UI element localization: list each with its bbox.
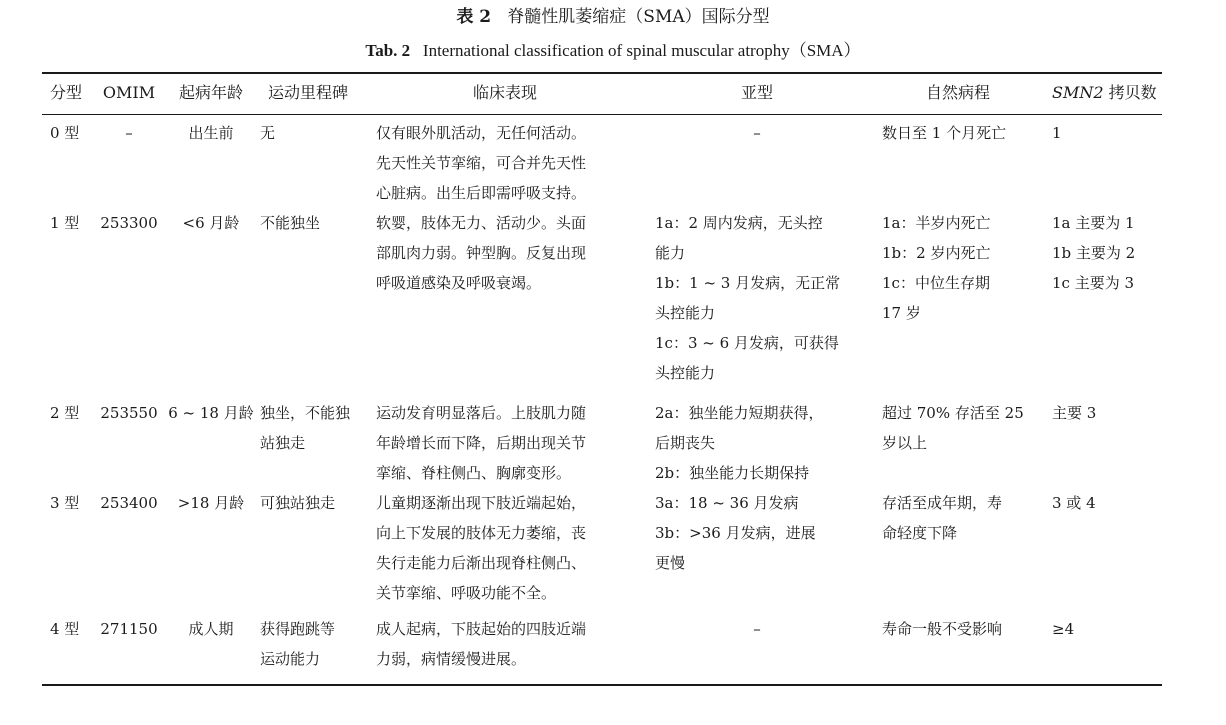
cell-milestone-line: 独坐，不能独: [260, 404, 351, 422]
cell-course: [882, 488, 1002, 548]
header-course: 自然病程: [925, 83, 990, 102]
cell-onset: 成人期: [188, 620, 234, 638]
cell-omim: 253400: [100, 494, 158, 512]
cell-milestone-line: 运动能力: [260, 650, 321, 668]
table-header-rule: [42, 114, 1162, 115]
cell-subtype: [655, 398, 824, 488]
cell-omim: 253550: [100, 404, 158, 422]
header-milestone: 运动里程碑: [268, 83, 349, 102]
cell-course-line: 存活至成年期，寿: [882, 494, 1003, 512]
header-clinical: 临床表现: [472, 83, 537, 102]
cell-onset: <6 月龄: [182, 214, 240, 232]
cell-subtype-line: 能力: [655, 244, 686, 262]
cell-clinical: [376, 118, 586, 208]
cell-subtype-line: 头控能力: [655, 304, 716, 322]
cell-clinical: [376, 614, 586, 674]
cell-type: 1 型: [50, 214, 80, 232]
caption-text-cn: 脊髓性肌萎缩症（SMA）国际分型: [507, 7, 770, 27]
cell-clinical-line: 部肌肉力弱。钟型胸。反复出现: [376, 244, 587, 262]
cell-milestone-line: 不能独坐: [260, 214, 321, 232]
cell-course: [882, 614, 1002, 644]
cell-clinical-line: 挛缩、脊柱侧凸、胸廓变形。: [376, 464, 572, 482]
header-omim: OMIM: [102, 83, 156, 102]
cell-course: [882, 398, 1024, 458]
cell-subtype-line: –: [753, 620, 761, 638]
cell-type: 2 型: [50, 404, 80, 422]
cell-type: 4 型: [50, 620, 80, 638]
header-smn2: SMN2: [1052, 83, 1104, 102]
cell-milestone-line: 无: [260, 124, 276, 142]
table-bottom-rule: [42, 684, 1162, 686]
cell-subtype: [654, 614, 860, 644]
cell-onset: 6 ~ 18 月龄: [168, 404, 254, 422]
caption-text-en: International classification of spinal muscular atrophy（SMA）: [422, 41, 861, 60]
table-caption-cn: [0, 6, 1226, 28]
cell-copies-line: 主要 3: [1052, 404, 1097, 422]
cell-course-line: 命轻度下降: [882, 524, 958, 542]
cell-milestone: [260, 398, 350, 458]
cell-omim: –: [125, 124, 133, 142]
cell-subtype-line: 1a：2 周内发病，无头控: [655, 214, 823, 232]
cell-onset: >18 月龄: [177, 494, 245, 512]
cell-clinical-line: 失行走能力后渐出现脊柱侧凸、: [376, 554, 587, 572]
cell-clinical-line: 心脏病。出生后即需呼吸支持。: [376, 184, 587, 202]
cell-clinical-line: 关节挛缩、呼吸功能不全。: [376, 584, 557, 602]
cell-subtype-line: 后期丧失: [655, 434, 716, 452]
cell-milestone-line: 可独站独走: [260, 494, 336, 512]
cell-subtype-line: 2a：独坐能力短期获得，: [655, 404, 824, 422]
header-type: 分型: [50, 83, 83, 102]
cell-copies-line: 1: [1052, 124, 1062, 142]
caption-label-cn: 表 2: [456, 7, 492, 27]
cell-clinical-line: 力弱，病情缓慢进展。: [376, 650, 527, 668]
cell-subtype: [655, 488, 816, 578]
cell-course-line: 超过 70% 存活至 25: [882, 404, 1024, 422]
cell-subtype-line: 3b：>36 月发病，进展: [655, 524, 816, 542]
cell-clinical: [376, 208, 586, 298]
cell-subtype: [655, 208, 840, 388]
cell-subtype-line: 1c：3 ~ 6 月发病，可获得: [655, 334, 839, 352]
cell-subtype-line: 3a：18 ~ 36 月发病: [655, 494, 799, 512]
header-onset: 起病年龄: [178, 83, 243, 102]
cell-clinical-line: 向上下发展的肢体无力萎缩，丧: [376, 524, 587, 542]
cell-copies: [1052, 488, 1096, 518]
cell-clinical-line: 先天性关节挛缩，可合并先天性: [376, 154, 587, 172]
cell-omim: 253300: [100, 214, 158, 232]
cell-clinical-line: 软婴，肢体无力、活动少。头面: [376, 214, 587, 232]
cell-milestone: [260, 488, 335, 518]
cell-course-line: 数日至 1 个月死亡: [882, 124, 1007, 142]
cell-copies: [1052, 118, 1062, 148]
cell-course-line: 寿命一般不受影响: [882, 620, 1003, 638]
cell-milestone: [260, 118, 275, 148]
cell-course-line: 1c：中位生存期: [882, 274, 990, 292]
table-top-rule: [42, 72, 1162, 74]
cell-copies-line: 1b 主要为 2: [1052, 244, 1136, 262]
cell-clinical: [376, 488, 586, 608]
cell-subtype: [654, 118, 860, 148]
header-subtype: 亚型: [740, 83, 773, 102]
cell-subtype-line: –: [753, 124, 761, 142]
cell-course-line: 岁以上: [882, 434, 928, 452]
cell-milestone: [260, 208, 320, 238]
cell-type: 3 型: [50, 494, 80, 512]
cell-milestone: [260, 614, 335, 674]
cell-copies-line: 3 或 4: [1052, 494, 1096, 512]
header-copies: [1052, 78, 1157, 108]
cell-clinical-line: 年龄增长而下降，后期出现关节: [376, 434, 587, 452]
table-caption-en: [0, 40, 1226, 62]
header-copy-number: 拷贝数: [1108, 83, 1157, 102]
cell-course: [882, 208, 991, 328]
cell-copies: [1052, 398, 1096, 428]
cell-course-line: 1b：2 岁内死亡: [882, 244, 991, 262]
cell-type: 0 型: [50, 124, 80, 142]
cell-copies-line: 1c 主要为 3: [1052, 274, 1135, 292]
cell-clinical: [376, 398, 586, 488]
cell-subtype-line: 1b：1 ~ 3 月发病，无正常: [655, 274, 841, 292]
caption-label-en: Tab. 2: [365, 41, 411, 60]
cell-clinical-line: 成人起病，下肢起始的四肢近端: [376, 620, 587, 638]
cell-copies-line: 1a 主要为 1: [1052, 214, 1135, 232]
cell-omim: 271150: [100, 620, 158, 638]
cell-copies: [1052, 208, 1135, 298]
cell-clinical-line: 运动发育明显落后。上肢肌力随: [376, 404, 587, 422]
cell-course-line: 17 岁: [882, 304, 921, 322]
cell-copies: [1052, 614, 1074, 644]
cell-subtype-line: 2b：独坐能力长期保持: [655, 464, 810, 482]
cell-course-line: 1a：半岁内死亡: [882, 214, 991, 232]
cell-course: [882, 118, 1006, 148]
cell-onset: 出生前: [188, 124, 234, 142]
cell-copies-line: ≥4: [1052, 620, 1075, 638]
cell-subtype-line: 头控能力: [655, 364, 716, 382]
cell-clinical-line: 呼吸道感染及呼吸衰竭。: [376, 274, 542, 292]
cell-clinical-line: 儿童期逐渐出现下肢近端起始，: [376, 494, 587, 512]
cell-clinical-line: 仅有眼外肌活动，无任何活动。: [376, 124, 587, 142]
cell-milestone-line: 获得跑跳等: [260, 620, 336, 638]
cell-subtype-line: 更慢: [655, 554, 686, 572]
cell-milestone-line: 站独走: [260, 434, 306, 452]
